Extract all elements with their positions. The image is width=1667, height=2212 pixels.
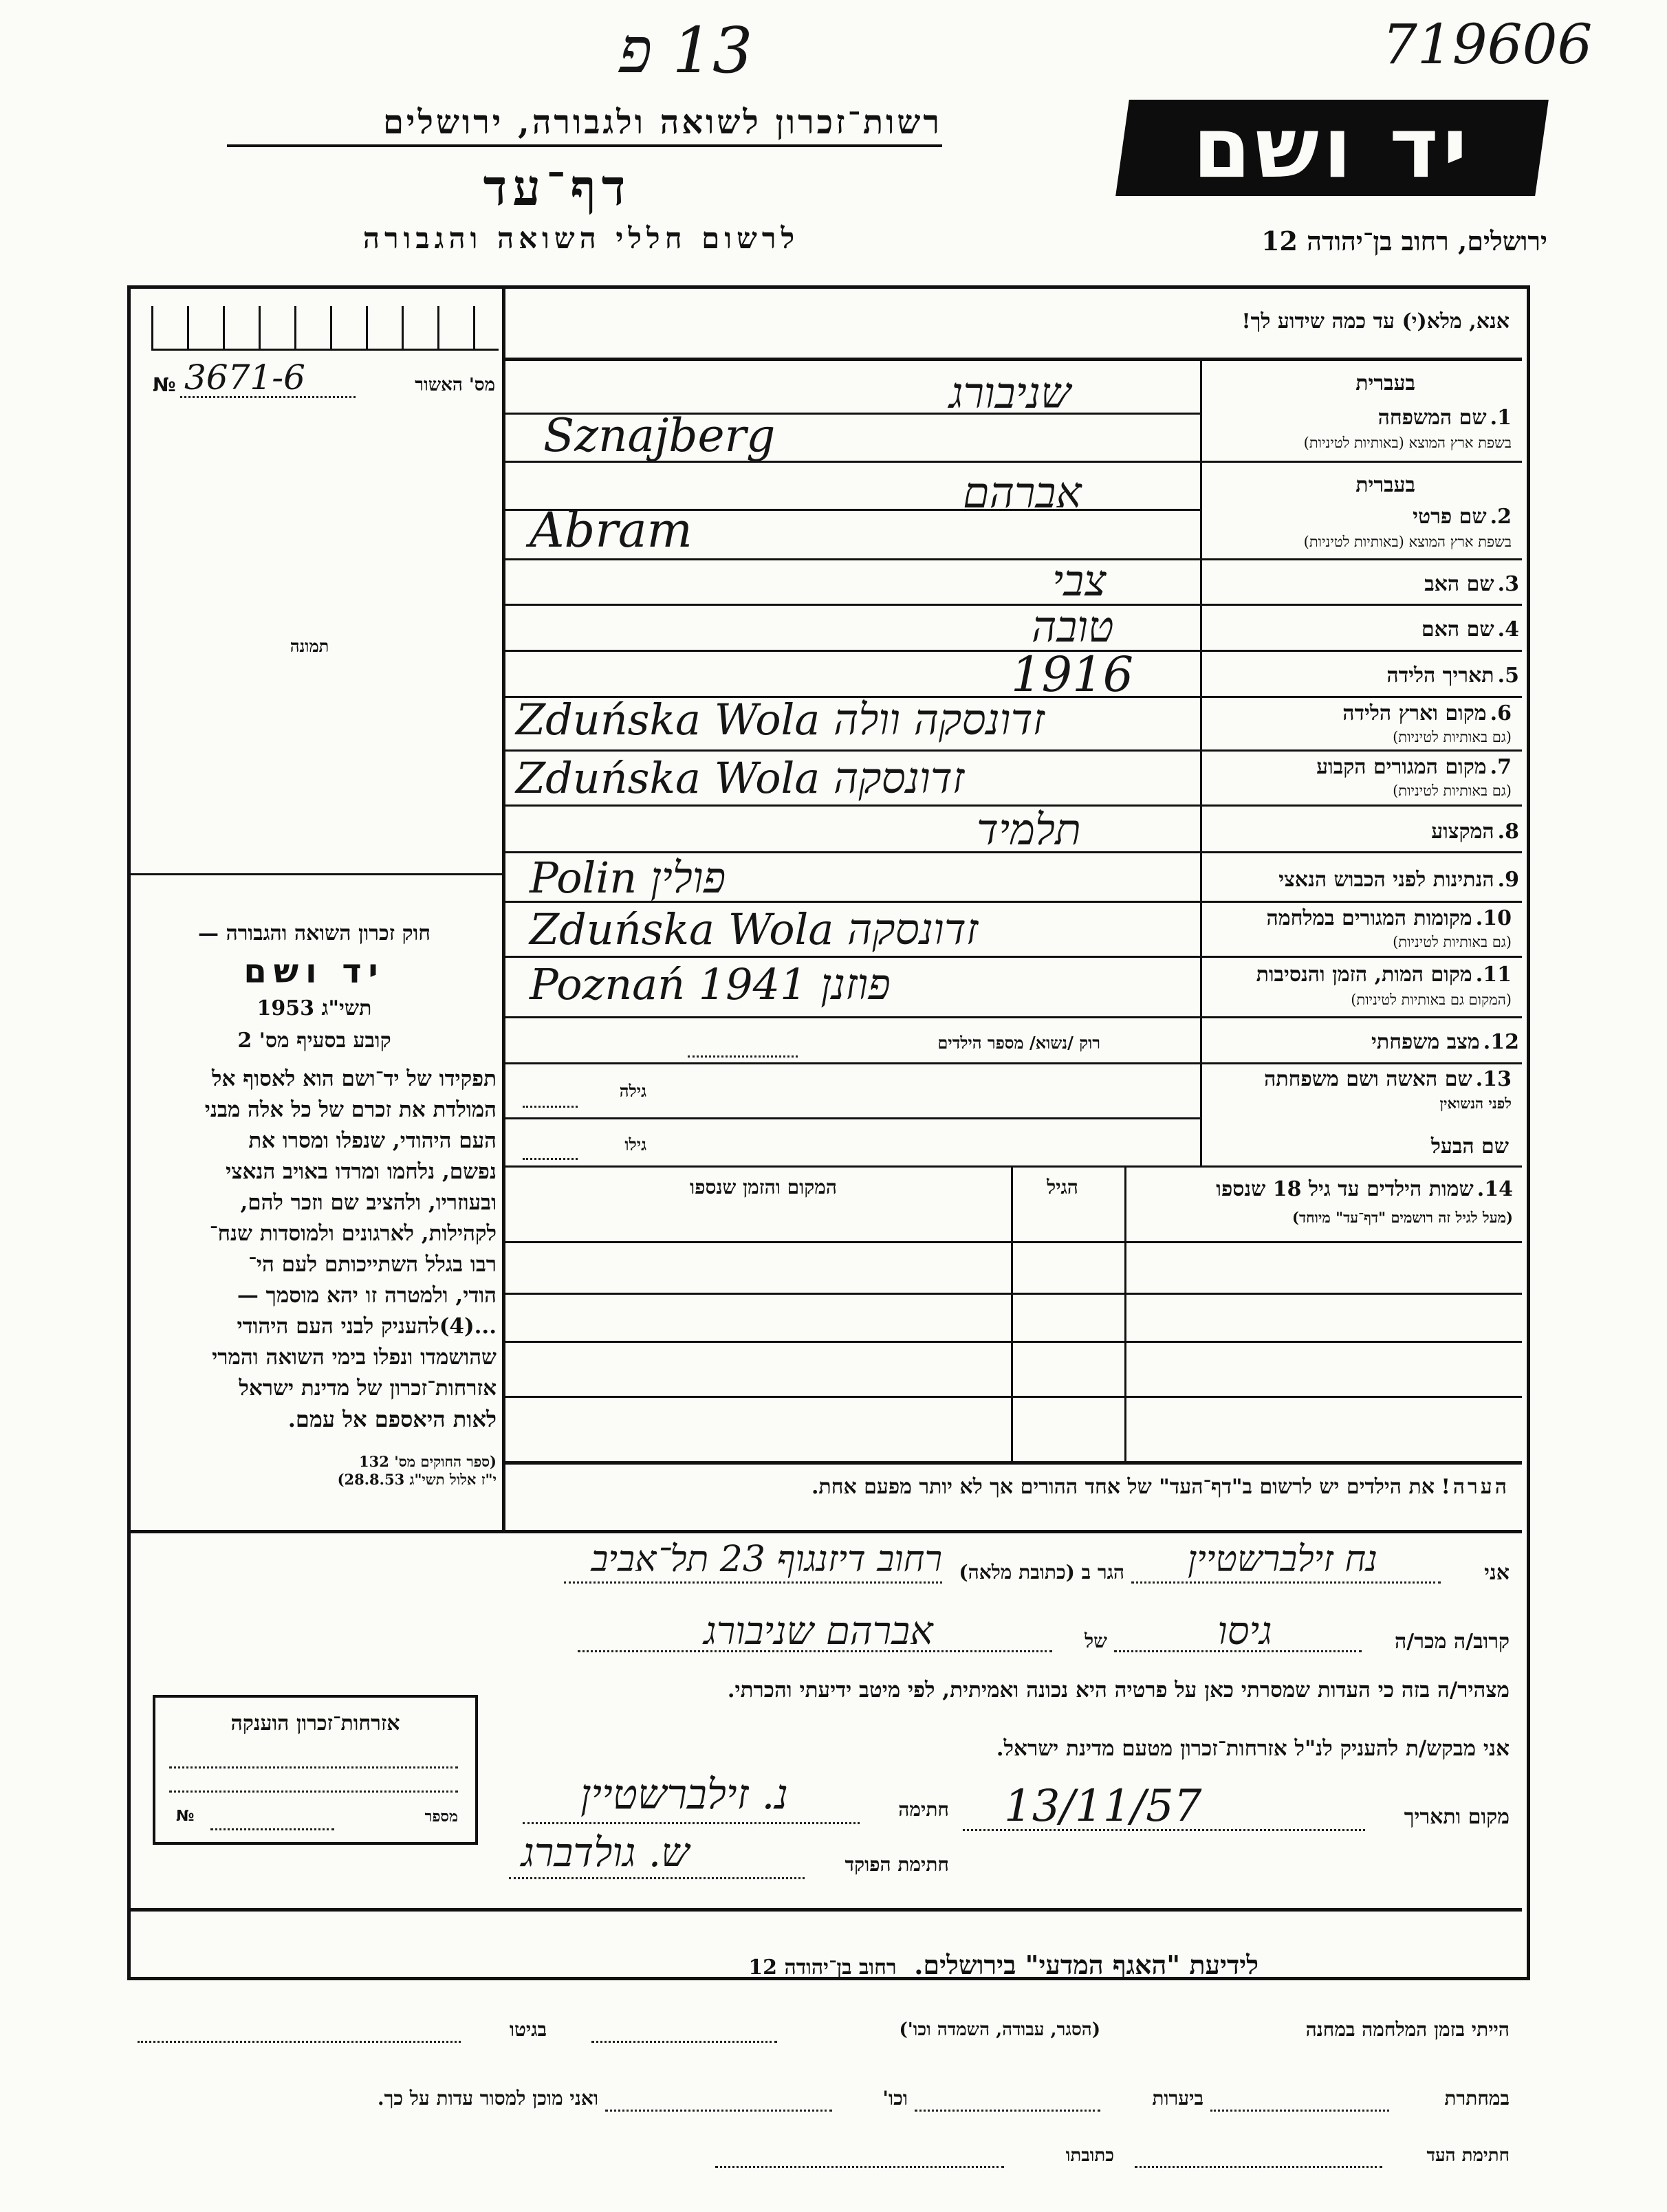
field-10-num: 10. <box>1475 906 1512 930</box>
wartime-residence-value: Zduńska Wola זדונסקה <box>530 904 979 954</box>
footer-title <box>536 1949 1259 1981</box>
field-13-sub: לפני הנשואין <box>1439 1095 1512 1112</box>
death-place-value: Poznań 1941 פוזנן <box>530 959 891 1009</box>
footer-testimony-label: ואני מוכן למסור עדות על כך. <box>377 2087 598 2110</box>
residence-value: Zduńska Wola זדונסקה <box>516 753 965 803</box>
field-4-num: 4. <box>1497 617 1519 642</box>
footer-camp-label: הייתי בזמן המלחמה במחנה <box>1305 2018 1510 2041</box>
field-3-num: 3. <box>1497 572 1519 596</box>
frame-divider <box>502 287 505 1532</box>
approval-dots <box>180 396 356 398</box>
approval-label: מס' האשור <box>415 375 495 395</box>
field-mother-name <box>1421 617 1519 642</box>
of-value: אברהם שניבורג <box>704 1609 933 1654</box>
note-label: הערה! <box>1441 1475 1510 1499</box>
approval-value: 3671-6 <box>184 358 305 397</box>
profession-value: תלמיד <box>977 804 1081 855</box>
law-line: לאות היאספם אל עמם. <box>287 1406 497 1432</box>
field-8-label: המקצוע <box>1431 820 1494 844</box>
signature-value: נ. זילברשטיין <box>580 1771 789 1819</box>
field-12-label: מצב משפחתי <box>1371 1030 1480 1054</box>
footer-forests-label: ביערות <box>1152 2087 1203 2110</box>
field-11-sub: (המקום גם באותיות לטיניות) <box>1351 992 1512 1008</box>
field-6-label: מקום וארץ הלידה <box>1342 701 1487 725</box>
declaration-request: אני מבקש/ת להעניק לנ"ל אזרחות־זכרון מטעם מדינת ישראל. <box>996 1736 1510 1761</box>
place-date-label: מקום ותאריך <box>1404 1805 1510 1829</box>
law-text <box>132 921 497 1489</box>
of-label: של <box>1085 1630 1107 1652</box>
field-father-name <box>1424 572 1519 596</box>
photo-label: תמונה <box>290 636 329 656</box>
field-marital-status <box>1371 1030 1519 1054</box>
law-line: לקהילות, לארגונים ולמוסדות שנח־ <box>209 1221 497 1246</box>
field-7-sub: (גם באותיות לטיניות) <box>1393 782 1512 799</box>
field-2-num: 2. <box>1490 505 1512 529</box>
field-1-label: שם המשפחה <box>1377 406 1487 430</box>
mother-name-value: טובה <box>1032 602 1114 652</box>
children-age-header: הגיל <box>1047 1176 1078 1198</box>
approval-prefix: № <box>153 373 176 396</box>
citizenship-number-label: מספר <box>424 1808 458 1826</box>
officer-signature-label: חתימת הפוקד <box>845 1853 949 1876</box>
law-name: יד ושם <box>243 952 385 991</box>
father-name-value: צבי <box>1052 556 1107 606</box>
citizenship-number-dots <box>210 1828 334 1830</box>
declaration-i-label: אני <box>1484 1561 1510 1585</box>
field-5-num: 5. <box>1497 664 1519 688</box>
law-line: שהושמדו ונפלו בימי השואה והמרי <box>212 1345 497 1370</box>
marital-options: רוק /נשוא/ מספר הילדים <box>937 1033 1100 1053</box>
wife-age-label: גילה <box>619 1081 646 1101</box>
field-birth-place <box>1202 701 1512 749</box>
field-death-place <box>1202 963 1512 1014</box>
field-3-label: שם האב <box>1424 572 1494 596</box>
field-6-sub: (גם באותיות לטיניות) <box>1393 729 1512 745</box>
law-clause: קובע בסעיף מס' 2 <box>237 1029 391 1053</box>
footer-title-address: רחוב בן־יהודה 12 <box>748 1956 897 1980</box>
law-title: חוק זכרון השואה והגבורה — <box>198 921 431 945</box>
field-9-num: 9. <box>1497 868 1519 892</box>
witness-address-value: רחוב דיזנגוף 23 תל־אביב <box>591 1539 942 1580</box>
law-line: ובעוזריו, ולהציב שם וזכר להם, <box>240 1190 497 1215</box>
authority-title: רשות־זכרון לשואה ולגבורה, ירושלים <box>227 103 942 147</box>
footer-underground-label: במחתרת <box>1444 2087 1510 2110</box>
field-14-num: 14. <box>1477 1177 1513 1201</box>
field-first-name <box>1202 473 1512 562</box>
header-address: ירושלים, רחוב בן־יהודה 12 <box>1261 226 1547 256</box>
children-title: שמות הילדים עד גיל 18 שנספו <box>1216 1177 1474 1201</box>
handwritten-top-note: 13 פ <box>619 14 753 87</box>
footer-title-main: לידיעת "האגף המדעי" בירושלים. <box>914 1949 1259 1980</box>
note-text: את הילדים יש לרשום ב"דף־העד" של אחד ההורים אך לא יותר מפעם אחת. <box>811 1475 1435 1499</box>
handwritten-record-number: 719606 <box>1382 12 1593 76</box>
citizenship-dots-2 <box>169 1791 458 1793</box>
citizenship-box <box>153 1695 478 1845</box>
form-instruction: אנא, מלא(י) עד כמה שידוע לך! <box>1241 309 1510 333</box>
field-10-label: מקומות המגורים במלחמה <box>1266 906 1472 930</box>
children-place-header: המקום והזמן שנספו <box>690 1176 837 1198</box>
field-nationality <box>1278 868 1519 892</box>
approval-grid <box>151 306 499 354</box>
children-header <box>1128 1177 1513 1239</box>
husband-name-label: שם הבעל <box>1430 1135 1509 1159</box>
photo-box-bottom <box>129 873 502 875</box>
field-11-label: מקום המות, הזמן והנסיבות <box>1256 963 1472 987</box>
footer-camp-types: (הסגר, עבודה, השמדה וכו') <box>899 2019 1100 2040</box>
footer-witness-signature-label: חתימת העד <box>1426 2145 1510 2166</box>
form-subtitle: לרשום חללי השואה והגבורה <box>362 221 800 255</box>
field-profession <box>1431 820 1519 844</box>
law-year: תשי"ג 1953 <box>257 996 372 1020</box>
field-residence <box>1202 755 1512 803</box>
first-name-hebrew-value: אברהם <box>963 468 1082 518</box>
field-6-num: 6. <box>1490 701 1512 725</box>
place-date-value: 13/11/57 <box>1004 1781 1202 1832</box>
footer-etc-label: וכו' <box>882 2087 908 2110</box>
field-family-name <box>1202 371 1512 461</box>
birth-date-value: 1916 <box>1011 646 1134 703</box>
instruction-line <box>504 358 1522 361</box>
logo-text: יד ושם <box>1192 99 1472 197</box>
law-line: המולדת את זכרם של כל אלה מבני <box>204 1097 497 1122</box>
field-11-num: 11. <box>1475 963 1512 987</box>
law-line: העם היהודי, שנפלו ומסרו את <box>248 1128 497 1153</box>
first-name-latin-value: Abram <box>530 502 693 558</box>
officer-signature-value: ש. גולדברג <box>521 1829 690 1876</box>
citizenship-number-prefix: № <box>176 1808 195 1825</box>
law-line: הודי, ולמטרה זו יהא מוסמך — <box>237 1283 497 1308</box>
footer-address-label: כתובתו <box>1065 2145 1114 2166</box>
nationality-value: Polin פולין <box>530 853 726 903</box>
hebrew-tag-2: בעברית <box>1355 473 1415 497</box>
form-title: דף־עד <box>483 158 631 217</box>
family-name-latin-value: Sznajberg <box>543 409 776 462</box>
field-10-sub: (גם באותיות לטיניות) <box>1393 934 1512 950</box>
field-4-label: שם האם <box>1421 617 1494 642</box>
field-13-num: 13. <box>1475 1067 1512 1091</box>
field-wartime-residence <box>1202 906 1512 954</box>
declaration-statement: מצהיר/ה בזה כי העדות שמסרתי כאן על פרטיה היא נכונה ואמיתית, לפי מיטב ידיעתי והכרתי. <box>727 1678 1510 1702</box>
field-8-num: 8. <box>1497 820 1519 844</box>
citizenship-dots-1 <box>169 1766 458 1768</box>
law-line: אזרחות־זכרון של מדינת ישראל <box>239 1376 497 1401</box>
law-line: תפקידו של יד־ושם הוא לאסוף אל <box>212 1066 497 1091</box>
field-spouse-name <box>1202 1067 1512 1115</box>
footer-ghetto-label: בגיטו <box>509 2018 547 2041</box>
field-9-label: הנתינות לפני הכבוש הנאצי <box>1278 868 1494 892</box>
law-body <box>132 1064 497 1435</box>
field-13-label: שם האשה ושם משפחתה <box>1264 1067 1472 1091</box>
resides-label: הגר ב (כתובת מלאה) <box>959 1561 1124 1584</box>
husband-age-label: גילו <box>624 1135 646 1154</box>
field-12-num: 12. <box>1483 1030 1519 1054</box>
field-2-sub: בשפת ארץ המוצא (באותיות לטיניות) <box>1303 534 1512 550</box>
hebrew-tag-1: בעברית <box>1355 371 1415 395</box>
witness-name-value: נח זילברשטיין <box>1187 1539 1378 1580</box>
field-birth-date <box>1386 664 1519 688</box>
field-7-num: 7. <box>1490 755 1512 779</box>
yad-vashem-logo <box>1115 100 1549 196</box>
law-line: נפשם, נלחמו ומרדו באויב הנאצי <box>226 1159 497 1184</box>
relation-value: גיסו <box>1217 1609 1272 1654</box>
law-source-2: י"ז אלול תשי"ג 28.8.53) <box>337 1471 497 1488</box>
law-source-1: (ספר החוקים מס' 132 <box>359 1453 497 1470</box>
citizenship-title: אזרחות־זכרון הוענקה <box>230 1711 400 1735</box>
law-line: רבו בגלל השתייכותם לעם הי־ <box>248 1252 497 1277</box>
children-note <box>512 1475 1510 1499</box>
birth-place-value: Zduńska Wola זדונסקה וולה <box>516 694 1045 745</box>
field-5-label: תאריך הלידה <box>1386 664 1494 688</box>
field-7-label: מקום המגורים הקבוע <box>1316 755 1487 779</box>
field-2-label: שם פרטי <box>1413 505 1487 529</box>
field-1-num: 1. <box>1490 406 1512 430</box>
family-name-hebrew-value: שניבורג <box>949 368 1071 418</box>
relation-label: קרוב/ה מכר/ה <box>1395 1630 1510 1654</box>
field-1-sub: בשפת ארץ המוצא (באותיות לטיניות) <box>1303 435 1512 451</box>
footer-divider <box>129 1908 1522 1912</box>
signature-label: חתימה <box>898 1798 949 1821</box>
children-subtitle: (מעל לגיל זה רושמים "דף־עד" מיוחד) <box>1292 1209 1513 1226</box>
law-line: ...(4)להעניק לבני העם היהודי <box>237 1314 497 1339</box>
